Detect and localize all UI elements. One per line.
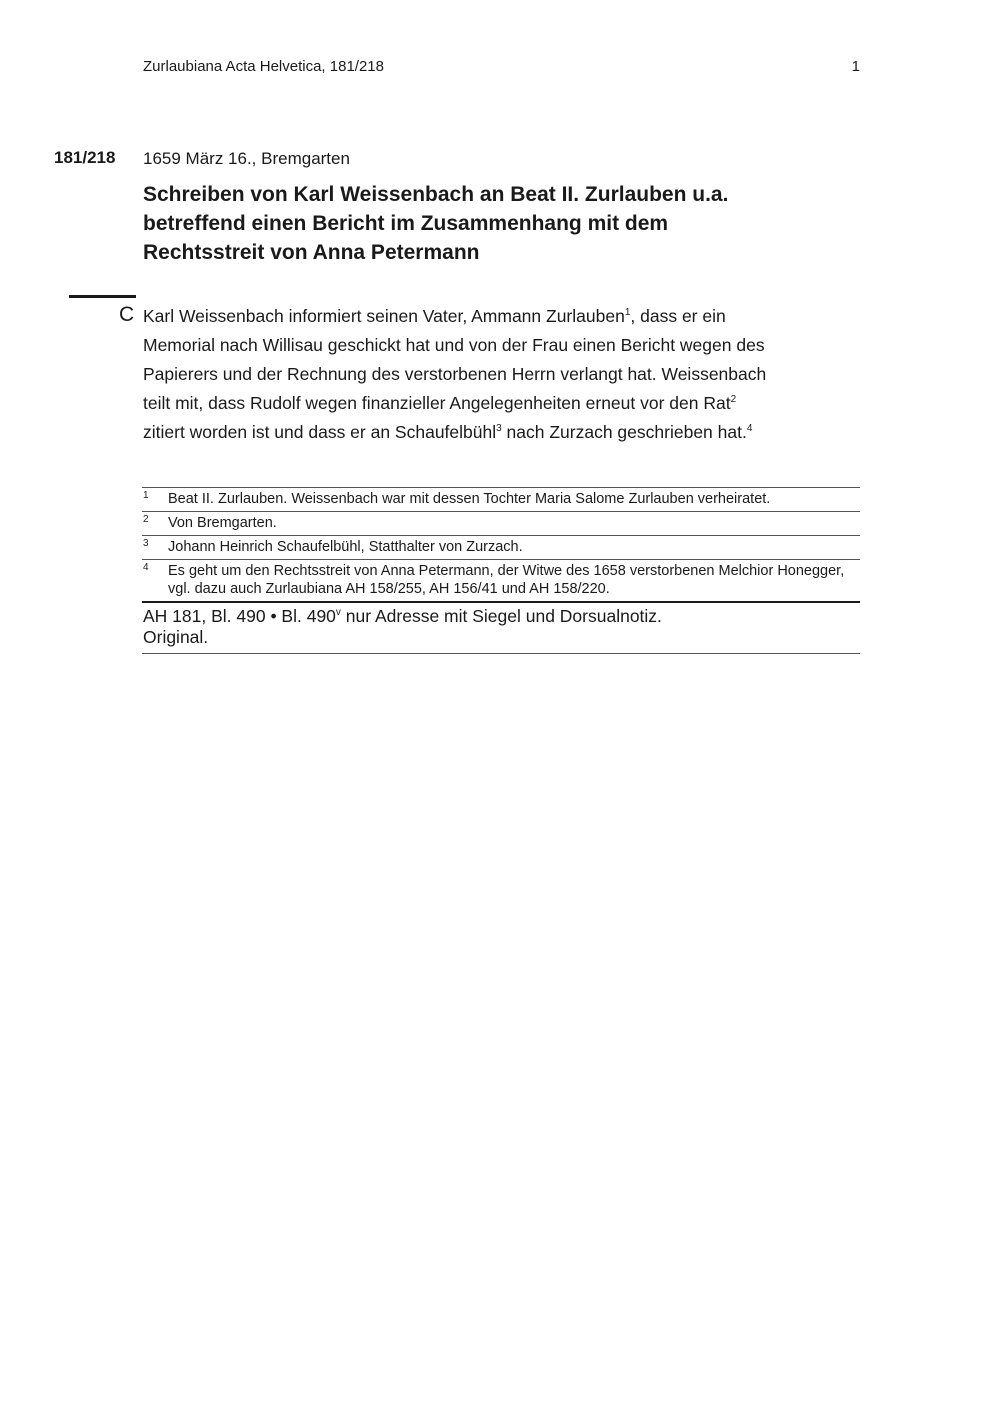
source-note bbox=[142, 601, 860, 654]
footnote bbox=[142, 559, 860, 601]
footnote bbox=[142, 487, 860, 511]
source-line: Original. bbox=[143, 627, 209, 647]
footnote-number: 1 bbox=[143, 490, 149, 501]
footnote-number: 3 bbox=[143, 538, 149, 549]
text: nur Adresse mit Siegel und Dorsualnotiz. bbox=[340, 606, 662, 626]
text: teilt mit, dass Rudolf wegen finanzieller Angelegenheiten erneut vor den Rat bbox=[143, 393, 731, 413]
footnote bbox=[142, 511, 860, 535]
footnote-text: Johann Heinrich Schaufelbühl, Statthalter von Zurzach. bbox=[168, 539, 523, 555]
text: Karl Weissenbach informiert seinen Vater, Ammann Zurlauben bbox=[143, 306, 625, 326]
title-line: Schreiben von Karl Weissenbach an Beat II. Zurlauben u.a. bbox=[143, 183, 729, 206]
title-line: Rechtsstreit von Anna Petermann bbox=[143, 241, 480, 264]
footnote-ref[interactable]: 4 bbox=[746, 423, 753, 434]
abstract-line bbox=[143, 418, 863, 447]
abstract-line bbox=[143, 389, 863, 418]
footnotes-section bbox=[142, 487, 860, 654]
footnote bbox=[142, 535, 860, 559]
page-number: 1 bbox=[851, 58, 860, 75]
source-line bbox=[143, 606, 860, 627]
abstract-line bbox=[143, 302, 863, 331]
text: , dass er ein bbox=[630, 306, 726, 326]
document-number: 181/218 bbox=[54, 148, 116, 167]
footnote-ref[interactable]: 2 bbox=[730, 394, 737, 405]
text: nach Zurzach geschrieben hat. bbox=[501, 422, 747, 442]
footnote-ref[interactable]: 3 bbox=[496, 423, 502, 434]
footnote-number: 2 bbox=[143, 514, 149, 525]
abstract-text bbox=[143, 302, 863, 447]
running-header bbox=[143, 58, 860, 75]
text: AH 181, Bl. 490 • Bl. 490 bbox=[143, 606, 336, 626]
section-divider bbox=[69, 295, 136, 298]
footnote-text: Von Bremgarten. bbox=[168, 515, 277, 531]
footnote-number: 4 bbox=[143, 562, 149, 573]
title-line: betreffend einen Bericht im Zusammenhang mit dem bbox=[143, 212, 669, 235]
footnote-ref[interactable]: 1 bbox=[624, 307, 631, 318]
running-title: Zurlaubiana Acta Helvetica, 181/218 bbox=[143, 58, 384, 75]
document-date-place: 1659 März 16., Bremgarten bbox=[143, 149, 350, 168]
abstract-line: Memorial nach Willisau geschickt hat und von der Frau einen Bericht wegen des bbox=[143, 335, 765, 355]
footnote-text: Es geht um den Rechtsstreit von Anna Petermann, der Witwe des 1658 verstorbenen Melchior Honegger, vgl. dazu auch Zurlaubiana AH 158/255, AH 156/41 und AH 158/220. bbox=[168, 563, 845, 597]
document-type-marker: C bbox=[119, 303, 135, 326]
abstract-line: Papierers und der Rechnung des verstorbenen Herrn verlangt hat. Weissenbach bbox=[143, 364, 767, 384]
footnote-text: Beat II. Zurlauben. Weissenbach war mit dessen Tochter Maria Salome Zurlauben verheiratet. bbox=[168, 491, 771, 507]
text: zitiert worden ist und dass er an Schaufelbühl bbox=[143, 422, 497, 442]
document-title bbox=[143, 180, 803, 267]
superscript: v bbox=[335, 607, 341, 618]
